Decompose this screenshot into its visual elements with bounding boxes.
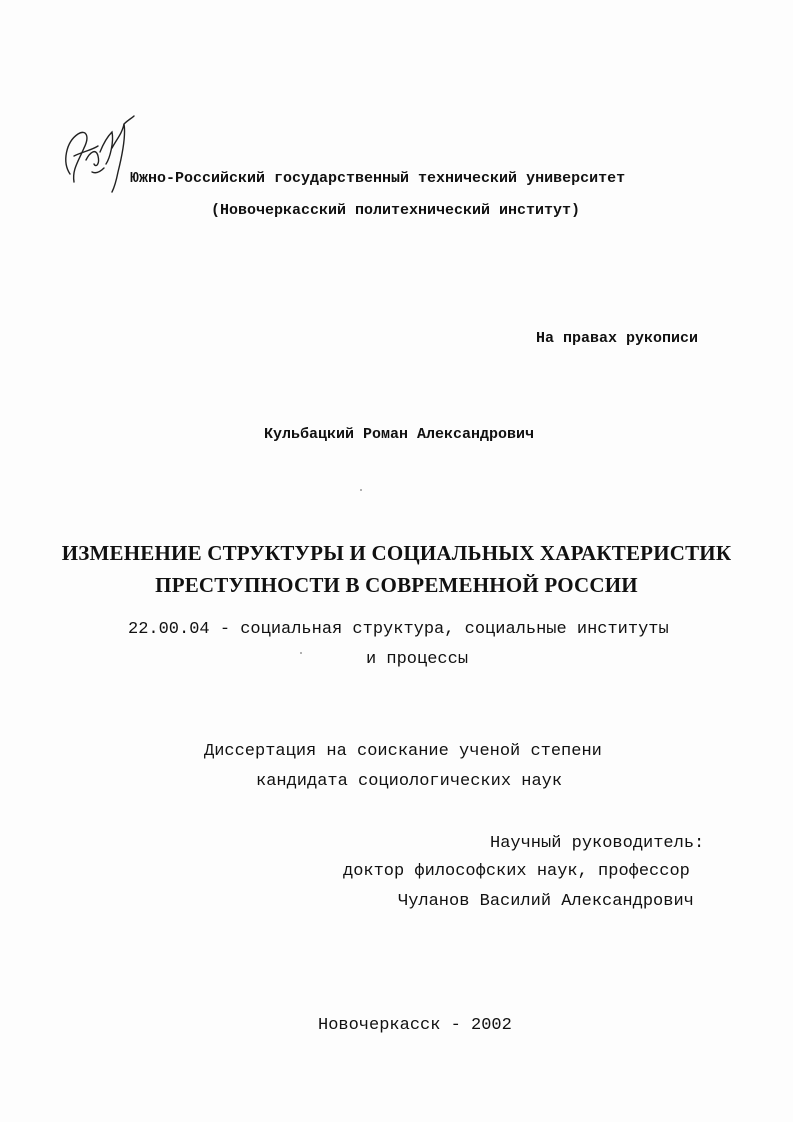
supervisor-name: Чуланов Василий Александрович: [398, 892, 694, 911]
scan-speck: [300, 652, 302, 654]
scan-speck: [360, 489, 362, 491]
author-name: Кульбацкий Роман Александрович: [264, 426, 535, 443]
institution-subtitle: (Новочеркасский политехнический институт): [211, 202, 581, 219]
handwritten-signature-icon: [52, 112, 142, 202]
dissertation-title-line-2: ПРЕСТУПНОСТИ В СОВРЕМЕННОЙ РОССИИ: [155, 573, 638, 597]
supervisor-label: Научный руководитель:: [490, 834, 705, 853]
place-and-year: Новочеркасск - 2002: [318, 1016, 512, 1035]
specialty-code: 22.00.04 - социальная структура, социальные институты: [128, 620, 669, 639]
manuscript-rights: На правах рукописи: [536, 330, 699, 347]
specialty-continuation: и процессы: [366, 650, 469, 669]
dissertation-title-line-1: ИЗМЕНЕНИЕ СТРУКТУРЫ И СОЦИАЛЬНЫХ ХАРАКТЕРИСТИК: [61, 541, 732, 565]
supervisor-credentials: доктор философских наук, профессор: [343, 862, 690, 881]
degree-field: кандидата социологических наук: [256, 772, 563, 791]
degree-statement: Диссертация на соискание ученой степени: [204, 742, 602, 761]
institution-name: Южно-Российский государственный технический университет: [130, 170, 626, 187]
